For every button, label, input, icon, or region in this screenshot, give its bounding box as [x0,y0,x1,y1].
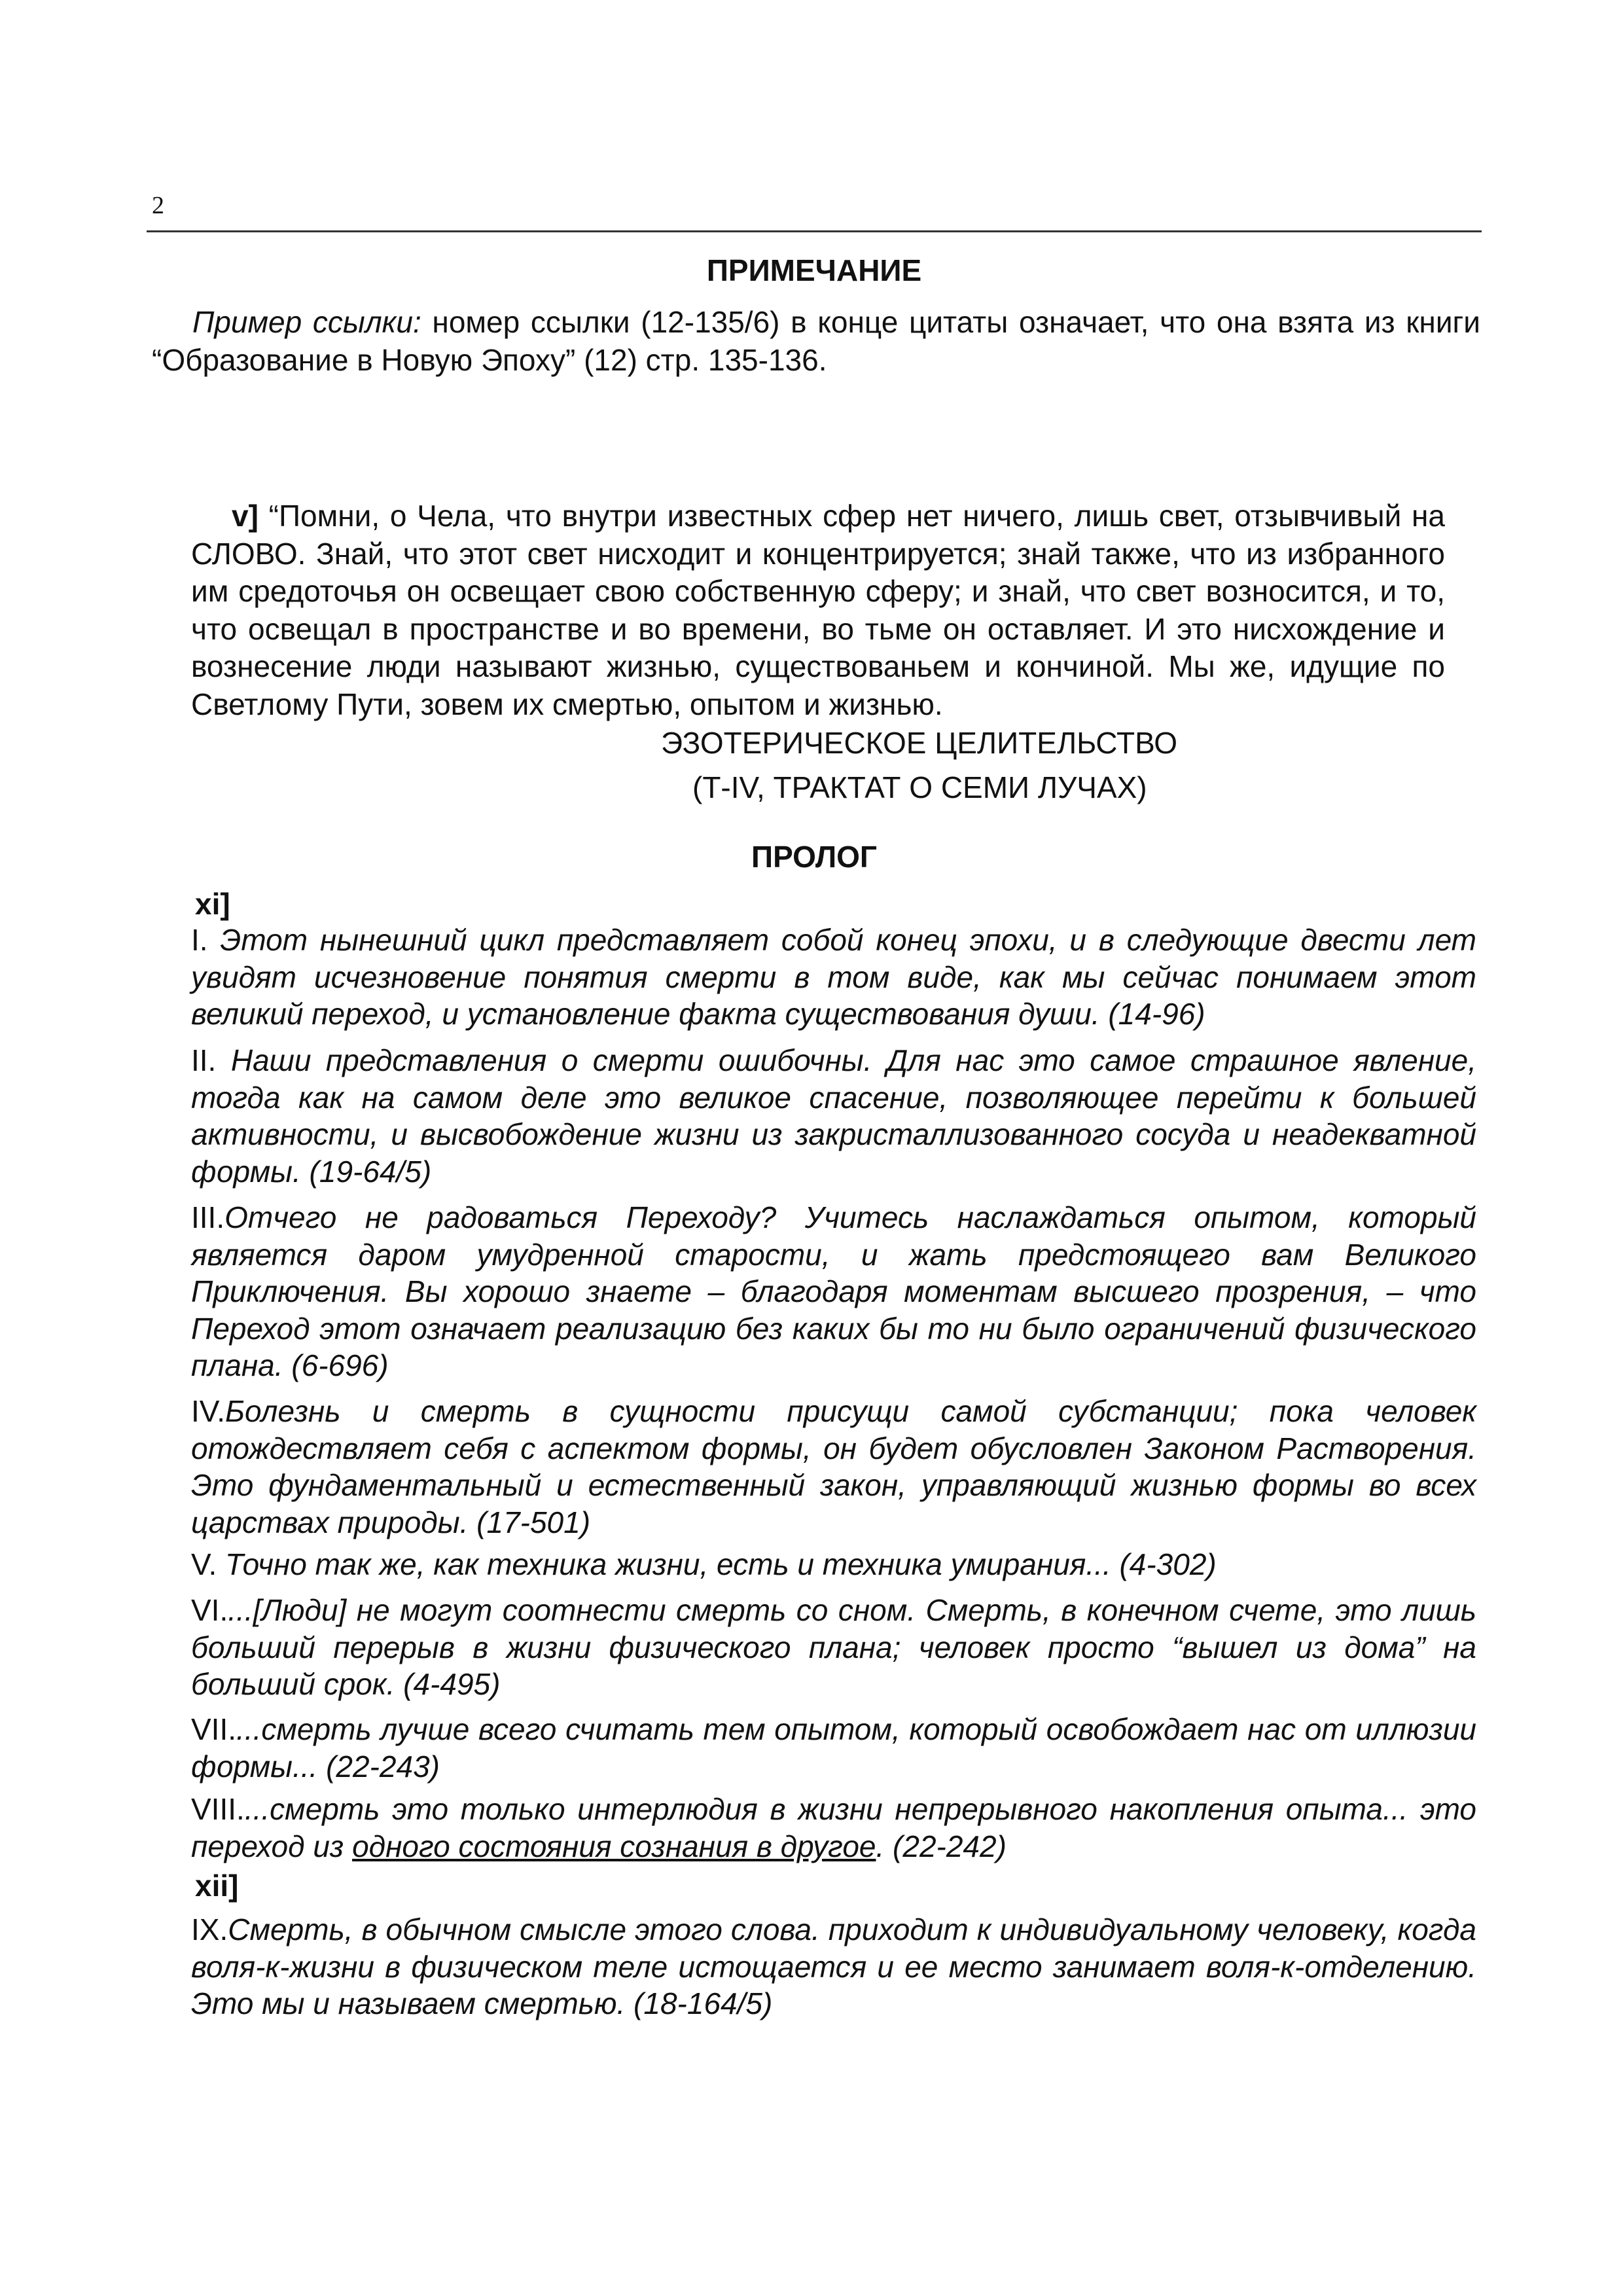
item-text: ...[Люди] не могут соотнести смерть со сном. Смерть, в конечном счете, это лишь больший перерыв в жизни физического плана; человек просто “вышел из дома” на больший срок. (4-495) [191,1593,1476,1701]
item-number: III. [191,1200,225,1234]
epigraph-source-subtitle: (Т-IV, ТРАКТАТ О СЕМИ ЛУЧАХ) [692,770,1147,804]
epigraph-source-title: ЭЗОТЕРИЧЕСКОЕ ЦЕЛИТЕЛЬСТВО [661,726,1178,760]
epigraph-paragraph [191,497,1445,723]
item-text-after: . (22-242) [876,1829,1007,1863]
note-text [152,303,1480,379]
item-text: Этот нынешний цикл представляет собой конец эпохи, и в следующие двести лет увидят исчезновение понятия смерти в том виде, как мы сейчас понимаем этот великий переход, и установление факта существования души. (14-96) [191,923,1476,1031]
prolog-item-8 [191,1791,1476,1865]
epigraph [191,497,1445,723]
prolog-title: ПРОЛОГ [751,840,877,874]
item-text: Наши представления о смерти ошибочны. Для нас это самое страшное явление, тогда как на самом деле это великое спасение, позволяющее перейти к большей активности, и высвобождение жизни из закристаллизованного сосуда и неадекватной формы. (19-64/5) [191,1043,1476,1189]
page-number: 2 [152,192,164,219]
prolog-item-1 [191,922,1476,1033]
prolog-item-7 [191,1711,1476,1785]
item-number: IX. [191,1912,228,1946]
item-text-before: ...смерть это только интерлюдия в жизни непрерывного накопления опыта... это переход из [191,1792,1476,1863]
item-number: II. [191,1043,217,1077]
note-title: ПРИМЕЧАНИЕ [706,253,922,287]
header-rule [147,230,1482,232]
item-text: Смерть, в обычном смысле этого слова. приходит к индивидуальному человеку, когда воля-к-жизни в физическом теле истощается и ее место занимает воля-к-отделению. Это мы и называем смертью. (18-164/5) [191,1912,1476,2020]
note-lead: Пример ссылки: [192,305,421,339]
item-number: VIII. [191,1792,245,1826]
prolog-item-5 [191,1546,1476,1583]
item-text [191,1792,1476,1863]
prolog-item-3 [191,1199,1476,1384]
prolog-item-4 [191,1393,1476,1541]
section-marker-xi: xi] [195,887,230,921]
prolog-item-6 [191,1592,1476,1703]
item-text: Точно так же, как техника жизни, есть и техника умирания... (4-302) [217,1547,1217,1581]
epigraph-text: “Помни, о Чела, что внутри известных сфер нет ничего, лишь свет, отзывчивый на СЛОВО. Знай, что этот свет нисходит и концентрируется; знай также, что из избранного им средоточья он освещает свою собственную сферу; и знай, что свет возносится, и то, что освещал в пространстве и во времени, во тьме он оставляет. И это нисхождение и вознесение люди называют жизнью, существованьем и кончиной. Мы же, идущие по Светлому Пути, зовем их смертью, опытом и жизнью. [191,499,1445,721]
epigraph-marker: v] [232,499,259,533]
item-number: VII. [191,1712,237,1746]
item-text-underlined: одного состояния сознания в другое [352,1829,876,1863]
prolog-item-2 [191,1042,1476,1190]
note-body: номер ссылки (12-135/6) в конце цитаты означает, что она взята из книги “Образование в Новую Эпоху” (12) стр. 135-136. [152,305,1480,377]
prolog-item-9 [191,1911,1476,2022]
item-number: V. [191,1547,217,1581]
section-marker-xii: xii] [195,1869,239,1903]
item-text: ...смерть лучше всего считать тем опытом, который освобождает нас от иллюзии формы... (22-243) [191,1712,1476,1784]
item-number: VI. [191,1593,228,1627]
item-number: IV. [191,1394,226,1428]
item-text: Отчего не радоваться Переходу? Учитесь наслаждаться опытом, который является даром умудренной старости, и жать предстоящего вам Великого Приключения. Вы хорошо знаете – благодаря моментам высшего прозрения, – что Переход этот означает реализацию без каких бы то ни было ограничений физического плана. (6-696) [191,1200,1476,1382]
item-text: Болезнь и смерть в сущности присущи самой субстанции; пока человек отождествляет себя с аспектом формы, он будет обусловлен Законом Растворения. Это фундаментальный и естественный закон, управляющий жизнью формы во всех царствах природы. (17-501) [191,1394,1476,1539]
item-number: I. [191,923,208,957]
